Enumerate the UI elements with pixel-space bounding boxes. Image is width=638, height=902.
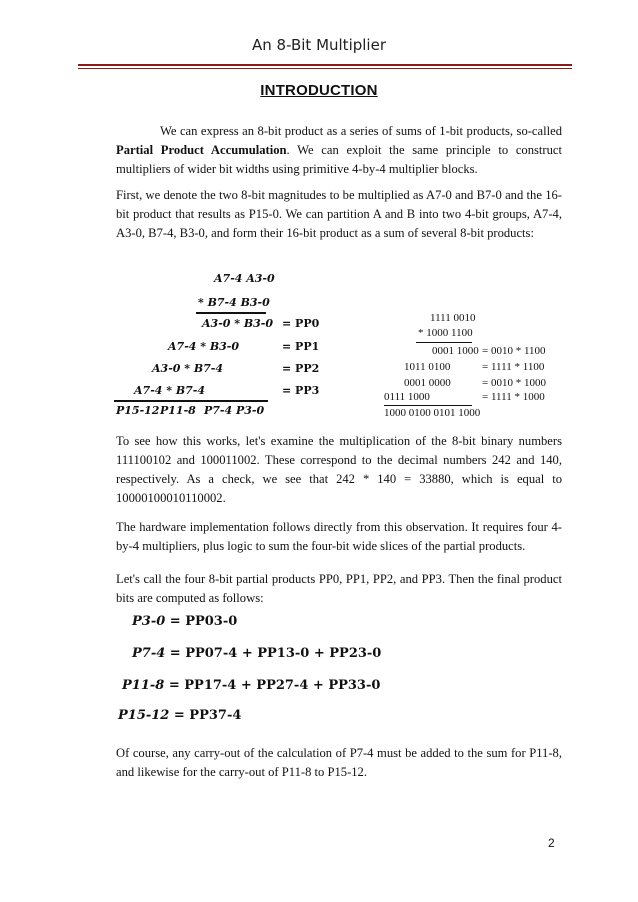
header-rule-thin [78, 68, 572, 69]
fig-eq-pp3: = PP3 [282, 384, 320, 397]
bin-pp1: 1011 0100 [404, 361, 451, 373]
bin-note-2: = 0010 * 1000 [482, 377, 546, 389]
fig-rule-top [196, 312, 266, 314]
fig-p3-0: P3-0 [236, 404, 265, 417]
fig-row-pp3: A7-4 * B7-4 [134, 384, 205, 397]
fig-row-operand-b: * B7-4 B3-0 [198, 296, 270, 309]
fig-row-pp1: A7-4 * B3-0 [168, 340, 239, 353]
equation-rhs: = PP37-4 [173, 708, 242, 723]
paragraph-hardware: The hardware implementation follows directly from this observation. It requires four 4-by-4 multipliers, plus logic to sum the four-bit wide slices of the partial products. [116, 520, 562, 553]
header-rule-thick [78, 64, 572, 66]
bin-rule-top [416, 342, 472, 343]
paragraph-intro [116, 122, 562, 179]
bin-note-3: = 1111 * 1000 [482, 391, 545, 403]
equation-p3-0 [132, 614, 237, 629]
page-number: 2 [548, 836, 555, 850]
fig-p7-4: P7-4 [204, 404, 233, 417]
paragraph-partials: Let's call the four 8-bit partial products PP0, PP1, PP2, and PP3. Then the final product bits are computed as follows: [116, 572, 562, 605]
fig-row-operand-a: A7-4 A3-0 [214, 272, 275, 285]
section-title: INTRODUCTION [260, 82, 378, 99]
fig-p11-8: P11-8 [160, 404, 196, 417]
bin-result: 1000 0100 0101 1000 [384, 407, 481, 419]
paragraph-carry: Of course, any carry-out of the calculation of P7-4 must be added to the sum for P11-8, and likewise for the carry-out of P11-8 to P15-12. [116, 746, 562, 779]
equation-lhs: P3-0 [132, 614, 166, 629]
bin-note-0: = 0010 * 1100 [482, 345, 546, 357]
equation-lhs: P7-4 [132, 646, 166, 661]
paragraph-partition: First, we denote the two 8-bit magnitudes to be multiplied as A7-0 and B7-0 and the 16-bit product that results as P15-0. We can partition A and B into two 4-bit groups, A7-4, A3-0, B7-4, B3-0, and form their 16-bit product as a sum of several 8-bit products: [116, 188, 562, 240]
fig-p15-12: P15-12 [116, 404, 160, 417]
equation-p11-8 [122, 678, 380, 693]
fig-row-pp2: A3-0 * B7-4 [152, 362, 223, 375]
equation-rhs: = PP03-0 [169, 614, 238, 629]
fig-eq-pp0: = PP0 [282, 317, 320, 330]
fig-rule-bottom [114, 400, 268, 402]
bin-operand-b: * 1000 1100 [418, 327, 473, 339]
bin-rule-bottom [384, 405, 472, 406]
fig-eq-pp2: = PP2 [282, 362, 320, 375]
intro-text-a: We can express an 8-bit product as a series of sums of 1-bit products, so-called [160, 124, 562, 138]
equation-lhs: P15-12 [118, 708, 170, 723]
equation-p15-12 [118, 708, 241, 723]
bin-note-1: = 1111 * 1100 [482, 361, 545, 373]
bin-operand-a: 1111 0010 [430, 312, 476, 324]
equation-p7-4 [132, 646, 381, 661]
bin-pp0: 0001 1000 [432, 345, 479, 357]
equation-rhs: = PP07-4 + PP13-0 + PP23-0 [169, 646, 382, 661]
intro-bold-term: Partial Product Accumulation [116, 143, 287, 157]
bin-pp2: 0001 0000 [404, 377, 451, 389]
running-header: An 8-Bit Multiplier [252, 36, 386, 54]
intro-text-b: . We can exploit the same principle to construct multipliers of wider bit widths using primitive 4-by-4 multiplier blocks. [116, 143, 562, 176]
bin-pp3: 0111 1000 [384, 391, 430, 403]
fig-eq-pp1: = PP1 [282, 340, 320, 353]
fig-row-pp0: A3-0 * B3-0 [202, 317, 273, 330]
equation-rhs: = PP17-4 + PP27-4 + PP33-0 [168, 678, 381, 693]
paragraph-example: To see how this works, let's examine the multiplication of the 8-bit binary numbers 111100102 and 100011002. These correspond to the decimal numbers 242 and 140, respectively. As a check, we see that 242 * 140 = 33880, which is equal to 10000100010110002. [116, 434, 562, 505]
equation-lhs: P11-8 [122, 678, 165, 693]
